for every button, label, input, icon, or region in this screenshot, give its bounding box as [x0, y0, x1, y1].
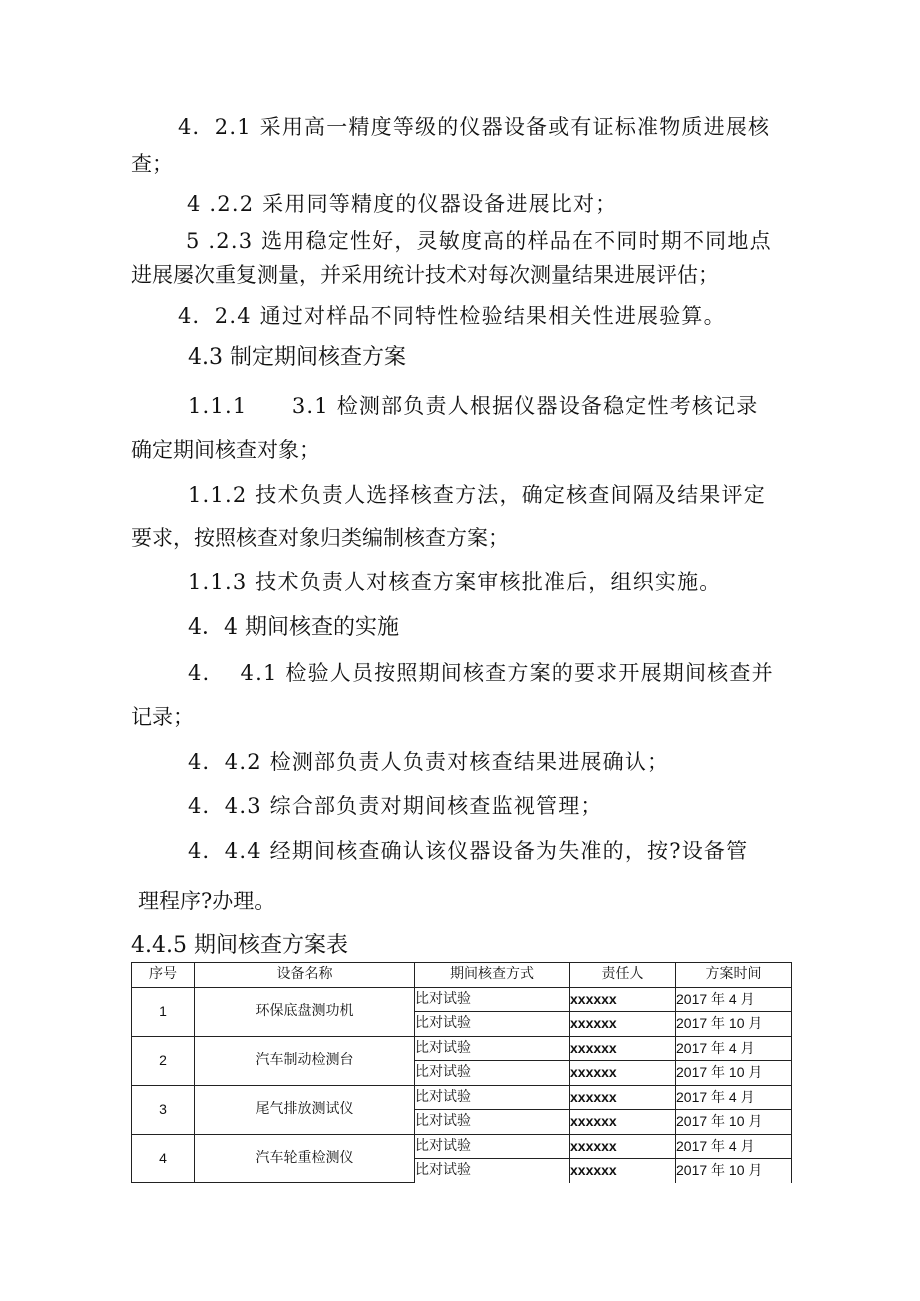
- heading-4-4: 4．4 期间核查的实施: [188, 615, 399, 640]
- cell-check-method: 比对试验: [415, 1012, 570, 1037]
- paragraph-4-4-1: 4. 4.1 检验人员按照期间核查方案的要求开展期间核查并: [188, 661, 774, 685]
- cell-plan-time: 2017 年 4 月: [676, 1036, 792, 1061]
- cell-equipment-name: 尾气排放测试仪: [195, 1085, 415, 1134]
- cell-responsible-person: xxxxxx: [570, 1012, 676, 1037]
- table-row: [132, 1036, 792, 1061]
- cell-check-method: 比对试验: [415, 1134, 570, 1159]
- paragraph-4-4-4: 4．4.4 经期间核查确认该仪器设备为失准的，按?设备管: [188, 839, 749, 863]
- cell-check-method: 比对试验: [415, 1085, 570, 1110]
- paragraph-4-2-2: 4 .2.2 采用同等精度的仪器设备进展比对；: [187, 192, 618, 216]
- cell-responsible-person: xxxxxx: [570, 1159, 676, 1183]
- header-check-method: 期间核查方式: [415, 963, 570, 988]
- cell-check-method: 比对试验: [415, 1159, 570, 1183]
- cell-equipment-name: 汽车轮重检测仪: [195, 1134, 415, 1183]
- cell-plan-time: 2017 年 4 月: [676, 1085, 792, 1110]
- cell-responsible-person: xxxxxx: [570, 1134, 676, 1159]
- cell-serial-no: 3: [132, 1085, 195, 1134]
- paragraph-4-4-4-continued: 理程序?办理。: [138, 889, 276, 913]
- header-responsible-person: 责任人: [570, 963, 676, 988]
- cell-serial-no: 2: [132, 1036, 195, 1085]
- paragraph-1-1-3: 1.1.3 技术负责人对核查方案审核批准后，组织实施。: [188, 570, 722, 594]
- header-plan-time: 方案时间: [676, 963, 792, 988]
- paragraph-4-4-3: 4．4.3 综合部负责对期间核查监视管理；: [188, 794, 603, 818]
- cell-responsible-person: xxxxxx: [570, 1036, 676, 1061]
- cell-plan-time: 2017 年 10 月: [676, 1012, 792, 1037]
- cell-responsible-person: xxxxxx: [570, 987, 676, 1012]
- table-row: [132, 1134, 792, 1159]
- paragraph-4-2-4: 4．2.4 通过对样品不同特性检验结果相关性进展验算。: [178, 304, 726, 328]
- paragraph-4-2-1-continued: 查；: [131, 152, 173, 176]
- cell-plan-time: 2017 年 10 月: [676, 1159, 792, 1183]
- table-header-row: [132, 963, 792, 988]
- paragraph-1-1-1-continued: 确定期间核查对象；: [131, 438, 320, 462]
- cell-plan-time: 2017 年 4 月: [676, 987, 792, 1012]
- cell-check-method: 比对试验: [415, 987, 570, 1012]
- paragraph-1-1-1: 1.1.1 3.1 检测部负责人根据仪器设备稳定性考核记录: [188, 394, 759, 418]
- paragraph-4-2-1: 4．2.1 采用高一精度等级的仪器设备或有证标准物质进展核: [178, 115, 771, 139]
- cell-check-method: 比对试验: [415, 1036, 570, 1061]
- table-title: 4.4.5 期间核查方案表: [131, 933, 348, 958]
- cell-responsible-person: xxxxxx: [570, 1061, 676, 1086]
- header-serial-no: 序号: [132, 963, 195, 988]
- cell-plan-time: 2017 年 10 月: [676, 1110, 792, 1135]
- paragraph-5-2-3: 5 .2.3 选用稳定性好，灵敏度高的样品在不同时期不同地点: [186, 229, 772, 253]
- cell-serial-no: 4: [132, 1134, 195, 1183]
- paragraph-1-1-2-continued: 要求，按照核查对象归类编制核查方案；: [131, 526, 509, 550]
- table-row: [132, 987, 792, 1012]
- cell-check-method: 比对试验: [415, 1110, 570, 1135]
- paragraph-4-4-1-continued: 记录；: [131, 705, 194, 729]
- paragraph-4-4-2: 4．4.2 检测部负责人负责对核查结果进展确认；: [188, 750, 670, 774]
- paragraph-5-2-3-continued: 进展屡次重复测量，并采用统计技术对每次测量结果进展评估；: [131, 263, 719, 287]
- cell-equipment-name: 环保底盘测功机: [195, 987, 415, 1036]
- cell-plan-time: 2017 年 4 月: [676, 1134, 792, 1159]
- cell-plan-time: 2017 年 10 月: [676, 1061, 792, 1086]
- heading-4-3: 4.3 制定期间核查方案: [188, 345, 406, 370]
- inspection-plan-table: [131, 962, 792, 1183]
- cell-responsible-person: xxxxxx: [570, 1085, 676, 1110]
- cell-serial-no: 1: [132, 987, 195, 1036]
- cell-equipment-name: 汽车制动检测台: [195, 1036, 415, 1085]
- table-row: [132, 1085, 792, 1110]
- cell-check-method: 比对试验: [415, 1061, 570, 1086]
- header-equipment-name: 设备名称: [195, 963, 415, 988]
- paragraph-1-1-2: 1.1.2 技术负责人选择核查方法，确定核查间隔及结果评定: [188, 483, 766, 507]
- cell-responsible-person: xxxxxx: [570, 1110, 676, 1135]
